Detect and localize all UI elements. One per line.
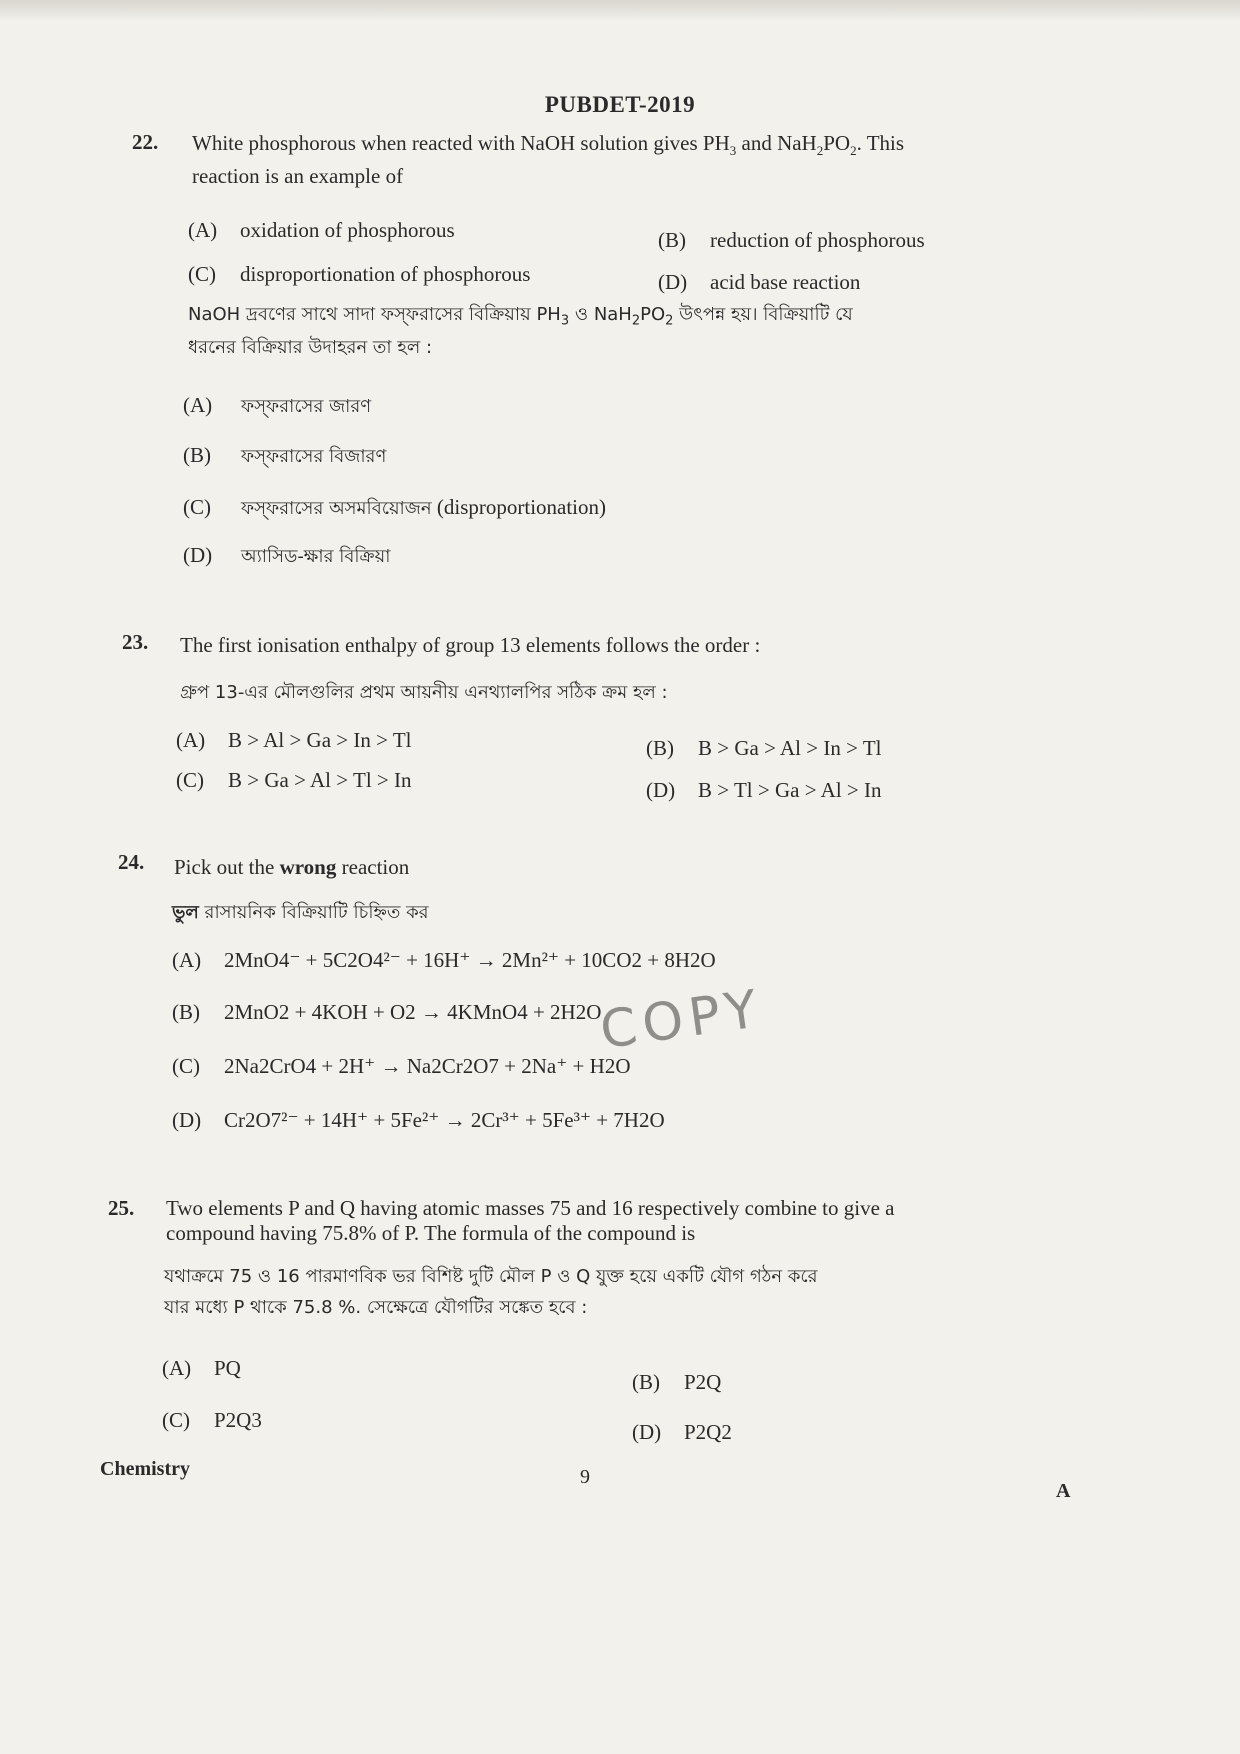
option-a bbox=[172, 948, 716, 973]
option-label: (B) bbox=[172, 1000, 200, 1024]
option-text: reduction of phosphorous bbox=[710, 228, 925, 252]
option-label: (B) bbox=[632, 1370, 660, 1394]
scan-edge bbox=[0, 0, 1240, 22]
option-label: (C) bbox=[183, 495, 211, 519]
copy-stamp: COPY bbox=[596, 978, 767, 1062]
option-text: P2Q bbox=[684, 1370, 722, 1394]
option-d bbox=[172, 1108, 665, 1133]
option-label: (B) bbox=[183, 443, 211, 467]
question-text-part: and NaH bbox=[736, 131, 817, 155]
option-text: 2Na2CrO4 + 2H⁺ → Na2Cr2O7 + 2Na⁺ + H2O bbox=[224, 1054, 631, 1078]
question-text-bold: ভুল bbox=[172, 902, 199, 923]
question-text-en bbox=[174, 852, 409, 884]
question-number: 22. bbox=[132, 130, 159, 154]
question-text-part: যার মধ্যে P থাকে 75.8 %. সেক্ষেত্রে যৌগটির সঙ্কেত হবে : bbox=[164, 1296, 588, 1318]
option-text: B > Al > Ga > In > Tl bbox=[228, 728, 412, 752]
question-number: 25. bbox=[108, 1196, 135, 1220]
question-text-part: রাসায়নিক বিক্রিয়াটি চিহ্নিত কর bbox=[198, 902, 429, 923]
option-b bbox=[646, 736, 881, 761]
question-text-part: Two elements P and Q having atomic masses 75 and 16 respectively combine to give a bbox=[166, 1196, 895, 1220]
question-text-part: White phosphorous when reacted with NaOH solution gives PH bbox=[192, 131, 730, 155]
option-text: ফস্‌ফরাসের জারণ bbox=[241, 396, 372, 417]
subscript: 2 bbox=[850, 143, 857, 159]
option-label: (A) bbox=[188, 218, 218, 242]
question-text-part: PO bbox=[640, 304, 666, 325]
option-text: disproportionation of phosphorous bbox=[240, 262, 531, 286]
option-label: (C) bbox=[188, 262, 216, 286]
subscript: 3 bbox=[560, 313, 570, 329]
footer-set-code: A bbox=[1056, 1480, 1071, 1502]
footer-page-number: 9 bbox=[580, 1466, 590, 1488]
option-text: P2Q2 bbox=[684, 1420, 732, 1444]
option-text: ফস্‌ফরাসের অসমবিয়োজন bbox=[241, 498, 432, 519]
question-text-en bbox=[166, 1196, 1086, 1246]
question-text-part: ও NaH bbox=[569, 304, 632, 325]
question-text-bold: wrong bbox=[279, 855, 337, 879]
option-c bbox=[176, 768, 411, 793]
option-text: অ্যাসিড-ক্ষার বিক্রিয়া bbox=[241, 546, 391, 567]
option-c bbox=[162, 1408, 262, 1433]
question-text-part: যথাক্রমে 75 ও 16 পারমাণবিক ভর বিশিষ্ট দুটি মৌল P ও Q যুক্ত হয়ে একটি যৌগ গঠন করে bbox=[164, 1266, 818, 1287]
option-text-extra: (disproportionation) bbox=[431, 495, 607, 519]
question-number: 23. bbox=[122, 630, 149, 654]
option-d bbox=[646, 778, 881, 803]
option-text: 2MnO4⁻ + 5C2O4²⁻ + 16H⁺ → 2Mn²⁺ + 10CO2 + 8H2O bbox=[224, 948, 716, 972]
option-a bbox=[162, 1356, 241, 1381]
question-text-en bbox=[192, 128, 1092, 192]
subscript: 3 bbox=[729, 143, 737, 159]
option-c bbox=[172, 1054, 631, 1079]
question-text-bn: গ্রুপ 13-এর মৌলগুলির প্রথম আয়নীয় এনথ্যালপির সঠিক ক্রম হল : bbox=[180, 682, 668, 703]
option-label: (D) bbox=[646, 778, 676, 802]
option-label: (A) bbox=[162, 1356, 192, 1380]
option-d bbox=[632, 1420, 732, 1445]
question-text-part: Pick out the bbox=[174, 855, 280, 879]
option-text: B > Ga > Al > In > Tl bbox=[698, 736, 882, 760]
question-text-part: reaction is an example of bbox=[192, 163, 404, 188]
option-text: acid base reaction bbox=[710, 270, 861, 294]
question-number: 24. bbox=[118, 850, 145, 874]
option-text: B > Ga > Al > Tl > In bbox=[228, 768, 412, 792]
question-text-en: The first ionisation enthalpy of group 13 elements follows the order : bbox=[180, 633, 761, 657]
option-text: Cr2O7²⁻ + 14H⁺ + 5Fe²⁺ → 2Cr³⁺ + 5Fe³⁺ + 7H2O bbox=[224, 1108, 665, 1132]
option-text: B > Tl > Ga > Al > In bbox=[698, 778, 882, 802]
option-label: (C) bbox=[172, 1054, 200, 1078]
option-text: PQ bbox=[214, 1356, 241, 1380]
option-text: oxidation of phosphorous bbox=[240, 218, 455, 242]
subscript: 2 bbox=[631, 313, 641, 329]
option-label: (A) bbox=[172, 948, 202, 972]
question-text-part: PO bbox=[823, 131, 851, 155]
option-label: (A) bbox=[183, 393, 213, 417]
option-b bbox=[172, 1000, 601, 1025]
option-b-bn bbox=[183, 442, 386, 473]
option-b-en bbox=[658, 228, 925, 253]
footer-subject: Chemistry bbox=[100, 1458, 190, 1480]
question-text-bn bbox=[172, 898, 429, 929]
question-text-part: NaOH দ্রবণের সাথে সাদা ফস্‌ফরাসের বিক্রিয়ায় PH bbox=[188, 304, 561, 325]
subscript: 2 bbox=[816, 143, 824, 159]
option-label: (D) bbox=[183, 543, 213, 567]
option-label: (D) bbox=[172, 1108, 202, 1132]
page-title: PUBDET-2019 bbox=[544, 92, 696, 117]
question-text-part: ধরনের বিক্রিয়ার উদাহরন তা হল : bbox=[188, 336, 433, 358]
option-b bbox=[632, 1370, 721, 1395]
option-c-bn bbox=[183, 494, 606, 525]
option-label: (C) bbox=[176, 768, 204, 792]
option-label: (D) bbox=[632, 1420, 662, 1444]
option-d-en bbox=[658, 270, 860, 295]
option-label: (D) bbox=[658, 270, 688, 294]
option-text: 2MnO2 + 4KOH + O2 → 4KMnO4 + 2H2O bbox=[224, 1000, 602, 1024]
option-c-en bbox=[188, 262, 530, 287]
option-label: (C) bbox=[162, 1408, 190, 1432]
option-text: P2Q3 bbox=[214, 1408, 262, 1432]
question-text-part: উৎপন্ন হয়। বিক্রিয়াটি যে bbox=[673, 304, 853, 325]
option-label: (B) bbox=[658, 228, 686, 252]
option-a-en bbox=[188, 218, 455, 243]
option-text: ফস্‌ফরাসের বিজারণ bbox=[241, 446, 387, 467]
question-text-bn bbox=[188, 300, 1088, 363]
option-a-bn bbox=[183, 392, 371, 423]
option-a bbox=[176, 728, 411, 753]
option-d-bn bbox=[183, 542, 390, 573]
subscript: 2 bbox=[665, 313, 674, 329]
option-label: (B) bbox=[646, 736, 674, 760]
question-text-part: . This bbox=[856, 131, 905, 155]
question-text-part: reaction bbox=[336, 855, 410, 879]
question-text-part: compound having 75.8% of P. The formula of the compound is bbox=[166, 1221, 696, 1246]
option-label: (A) bbox=[176, 728, 206, 752]
question-text-bn bbox=[164, 1262, 1084, 1323]
